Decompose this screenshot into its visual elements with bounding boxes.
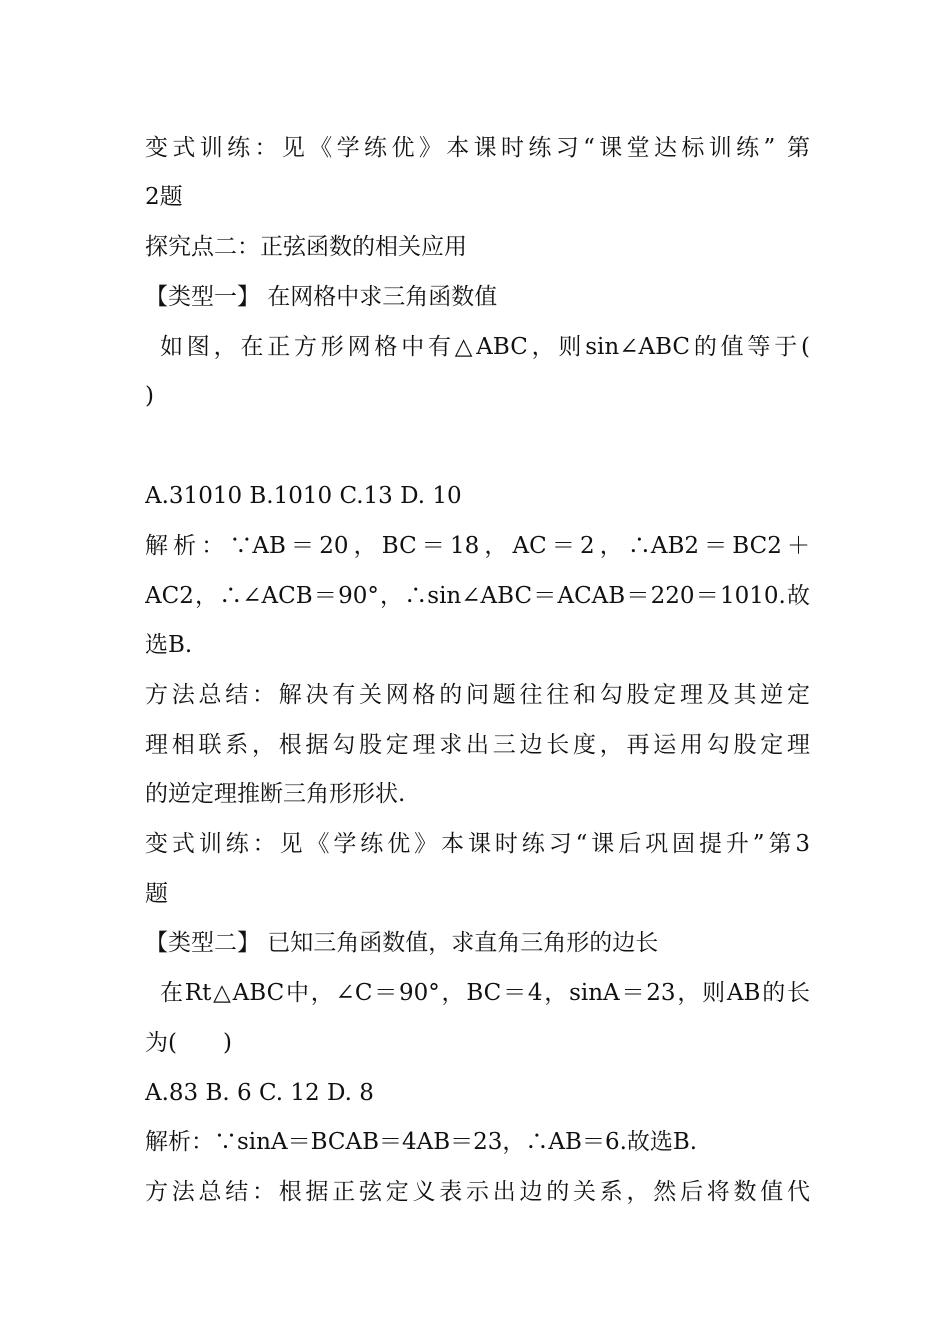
method-summary-1-line-1: 方法总结：解决有关网格的问题往往和勾股定理及其逆定 <box>145 682 810 708</box>
type-two-heading: 【类型二】 已知三角函数值，求直角三角形的边长 <box>145 930 659 956</box>
solution-1-line-1: 解析：∵AB＝20，BC＝18，AC＝2，∴AB2＝BC2＋ <box>145 533 810 559</box>
question-1-line-2: ) <box>145 383 154 409</box>
question-1-options: A.31010 B.1010 C.13 D. 10 <box>145 483 462 509</box>
question-2-options: A.83 B. 6 C. 12 D. 8 <box>145 1080 374 1106</box>
method-summary-1-line-3: 的逆定理推断三角形形状. <box>145 781 406 807</box>
variant-training-2-line-1: 变式训练：见《学练优》本课时练习“课后巩固提升”第3 <box>145 831 810 857</box>
variant-training-2-line-2: 题 <box>145 881 168 907</box>
type-one-heading: 【类型一】 在网格中求三角函数值 <box>145 284 498 310</box>
question-2-line-1: 在Rt△ABC中，∠C＝90°，BC＝4，sinA＝23，则AB的长 <box>160 980 810 1006</box>
solution-1-line-2: AC2，∴∠ACB＝90°，∴sin∠ABC＝ACAB＝220＝1010.故 <box>145 583 810 609</box>
section-heading-2: 探究点二：正弦函数的相关应用 <box>145 234 467 260</box>
question-2-line-2: 为( ) <box>145 1030 232 1056</box>
solution-2: 解析：∵sinA＝BCAB＝4AB＝23，∴AB＝6.故选B. <box>145 1129 698 1155</box>
variant-training-line-2: 2题 <box>145 184 183 210</box>
question-1-line-1: 如图，在正方形网格中有△ABC，则sin∠ABC的值等于( <box>160 334 810 360</box>
solution-1-line-3: 选B. <box>145 632 193 658</box>
variant-training-line-1: 变式训练：见《学练优》本课时练习“课堂达标训练” 第 <box>145 135 810 161</box>
method-summary-2-line-1: 方法总结：根据正弦定义表示出边的关系，然后将数值代 <box>145 1179 810 1205</box>
method-summary-1-line-2: 理相联系，根据勾股定理求出三边长度，再运用勾股定理 <box>145 732 810 758</box>
